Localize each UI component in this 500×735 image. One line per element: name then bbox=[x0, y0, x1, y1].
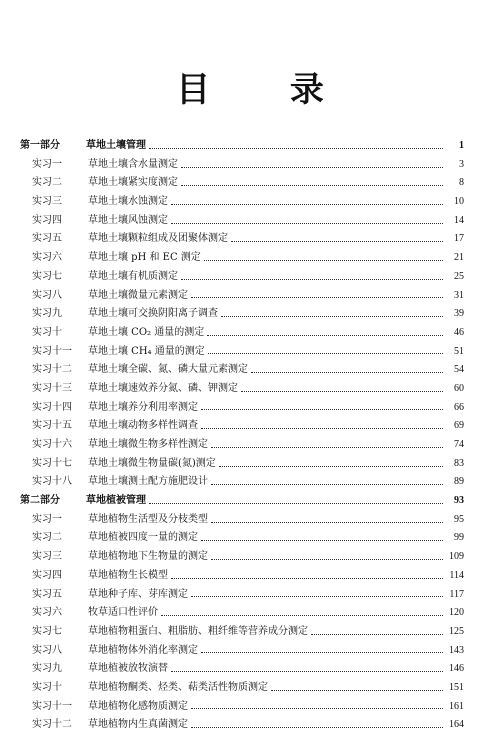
toc-page-number: 93 bbox=[454, 495, 464, 507]
page-title: 目 录 bbox=[176, 70, 358, 110]
dot-leader bbox=[311, 634, 443, 635]
toc-title: 草地植物生长模型 bbox=[88, 569, 168, 581]
toc-entry-row bbox=[20, 529, 464, 548]
dot-leader bbox=[201, 540, 443, 541]
toc-title: 草地植物地下生物量的测定 bbox=[88, 551, 208, 563]
dot-leader bbox=[191, 708, 443, 709]
toc-label: 第二部分 bbox=[20, 495, 60, 507]
toc-entry-row bbox=[20, 268, 464, 287]
toc-page-number: 25 bbox=[454, 270, 464, 282]
toc-page-number: 120 bbox=[449, 607, 464, 619]
toc-label: 实习十一 bbox=[32, 700, 72, 712]
toc-title: 草地土壤紧实度测定 bbox=[88, 177, 178, 189]
toc-entry-row bbox=[20, 212, 464, 231]
toc-page-number: 17 bbox=[454, 233, 464, 245]
dot-leader bbox=[211, 522, 443, 523]
toc-entry-row bbox=[20, 511, 464, 530]
dot-leader bbox=[149, 148, 443, 149]
toc-label: 实习十三 bbox=[32, 382, 72, 394]
toc-title: 草地土壤养分利用率测定 bbox=[88, 401, 198, 413]
toc-page-number: 8 bbox=[459, 177, 464, 189]
toc-title: 草地种子库、芽库测定 bbox=[88, 588, 188, 600]
toc-label: 实习七 bbox=[32, 270, 62, 282]
toc-page-number: 164 bbox=[449, 719, 464, 731]
dot-leader bbox=[149, 503, 443, 504]
dot-leader bbox=[219, 466, 443, 467]
dot-leader bbox=[241, 391, 443, 392]
toc-entry-row bbox=[20, 548, 464, 567]
toc-label: 实习十七 bbox=[32, 457, 72, 469]
toc-label: 实习十 bbox=[32, 681, 62, 693]
toc-label: 实习二 bbox=[32, 532, 62, 544]
toc-page-number: 83 bbox=[454, 457, 464, 469]
toc-page-number: 117 bbox=[449, 588, 464, 600]
toc-title: 草地土壤速效养分氮、磷、钾测定 bbox=[88, 382, 238, 394]
dot-leader bbox=[231, 241, 443, 242]
toc-entry-row bbox=[20, 698, 464, 717]
toc-title: 草地土壤风蚀测定 bbox=[88, 214, 168, 226]
toc-label: 实习十六 bbox=[32, 439, 72, 450]
toc-title: 草地土壤有机质测定 bbox=[88, 270, 178, 282]
toc-page-number: 31 bbox=[454, 289, 464, 301]
toc-label: 实习十四 bbox=[32, 401, 72, 413]
toc-page-number: 99 bbox=[454, 532, 464, 544]
dot-leader bbox=[211, 447, 443, 448]
toc-title: 草地土壤 pH 和 EC 测定 bbox=[88, 252, 201, 264]
toc-label: 实习十八 bbox=[32, 476, 72, 488]
toc-page-number: 125 bbox=[449, 625, 464, 637]
toc-entry-row bbox=[20, 230, 464, 249]
dot-leader bbox=[208, 353, 443, 354]
toc-entry-row bbox=[20, 156, 464, 175]
toc-title: 草地土壤微量元素测定 bbox=[88, 289, 188, 301]
toc-page-number: 66 bbox=[454, 401, 464, 413]
table-of-contents bbox=[20, 137, 464, 735]
dot-leader bbox=[207, 335, 443, 336]
toc-entry-row bbox=[20, 287, 464, 306]
toc-title: 草地土壤 CH₄ 通量的测定 bbox=[88, 345, 205, 357]
dot-leader bbox=[211, 484, 443, 485]
toc-entry-row bbox=[20, 249, 464, 268]
toc-title: 草地植被管理 bbox=[86, 495, 146, 507]
toc-page-number: 60 bbox=[454, 382, 464, 394]
toc-label: 实习十五 bbox=[32, 420, 72, 432]
toc-entry-row bbox=[20, 380, 464, 399]
toc-entry-row bbox=[20, 343, 464, 362]
dot-leader bbox=[211, 559, 443, 560]
toc-entry-row bbox=[20, 174, 464, 193]
toc-title: 草地土壤含水量测定 bbox=[88, 158, 178, 170]
toc-entry-row bbox=[20, 623, 464, 642]
toc-entry-row bbox=[20, 716, 464, 735]
dot-leader bbox=[201, 428, 443, 429]
toc-label: 实习六 bbox=[32, 607, 62, 619]
toc-title: 草地土壤微生物多样性测定 bbox=[88, 439, 208, 450]
dot-leader bbox=[191, 727, 443, 728]
toc-entry-row bbox=[20, 679, 464, 698]
toc-title: 草地植物化感物质测定 bbox=[88, 700, 188, 712]
toc-page-number: 14 bbox=[454, 214, 464, 226]
toc-page-number: 74 bbox=[454, 439, 464, 450]
toc-title: 草地土壤水蚀测定 bbox=[88, 196, 168, 208]
toc-page-number: 109 bbox=[449, 551, 464, 563]
toc-title: 草地土壤微生物量碳(氮)测定 bbox=[88, 457, 216, 469]
toc-label: 实习九 bbox=[32, 308, 62, 320]
toc-entry-row bbox=[20, 604, 464, 623]
dot-leader bbox=[201, 652, 443, 653]
toc-page-number: 143 bbox=[449, 644, 464, 656]
toc-label: 第一部分 bbox=[20, 140, 60, 151]
dot-leader bbox=[221, 316, 443, 317]
toc-entry-row bbox=[20, 586, 464, 605]
dot-leader bbox=[191, 596, 443, 597]
dot-leader bbox=[271, 690, 443, 691]
toc-label: 实习七 bbox=[32, 625, 62, 637]
toc-label: 实习一 bbox=[32, 158, 62, 170]
dot-leader bbox=[251, 372, 443, 373]
toc-entry-row bbox=[20, 455, 464, 474]
toc-page-number: 161 bbox=[449, 700, 464, 712]
toc-label: 实习二 bbox=[32, 177, 62, 189]
dot-leader bbox=[181, 185, 443, 186]
toc-page-number: 39 bbox=[454, 308, 464, 320]
toc-page-number: 69 bbox=[454, 420, 464, 432]
toc-title: 牧草适口性评价 bbox=[88, 607, 158, 619]
toc-label: 实习三 bbox=[32, 551, 62, 563]
toc-page-number: 46 bbox=[454, 326, 464, 338]
toc-title: 草地土壤全碳、氮、磷大量元素测定 bbox=[88, 364, 248, 376]
dot-leader bbox=[171, 223, 443, 224]
toc-page-number: 10 bbox=[454, 196, 464, 208]
toc-label: 实习六 bbox=[32, 252, 62, 264]
dot-leader bbox=[161, 615, 443, 616]
toc-section-row bbox=[20, 492, 464, 511]
toc-page-number: 51 bbox=[454, 345, 464, 357]
toc-title: 草地植物酮类、烃类、萜类活性物质测定 bbox=[88, 681, 268, 693]
toc-title: 草地植被放牧演替 bbox=[88, 663, 168, 675]
toc-label: 实习九 bbox=[32, 663, 62, 675]
toc-title: 草地土壤动物多样性调查 bbox=[88, 420, 198, 432]
toc-title: 草地植物生活型及分枝类型 bbox=[88, 513, 208, 525]
toc-label: 实习五 bbox=[32, 233, 62, 245]
toc-section-row bbox=[20, 137, 464, 156]
dot-leader bbox=[171, 671, 443, 672]
toc-entry-row bbox=[20, 660, 464, 679]
toc-title: 草地土壤测土配方施肥设计 bbox=[88, 476, 208, 488]
toc-title: 草地植物粗蛋白、粗脂肪、粗纤维等营养成分测定 bbox=[88, 625, 308, 637]
toc-entry-row bbox=[20, 399, 464, 418]
toc-title: 草地土壤管理 bbox=[86, 140, 146, 151]
toc-title: 草地植物内生真菌测定 bbox=[88, 719, 188, 731]
toc-title: 草地植被四度一量的测定 bbox=[88, 532, 198, 544]
toc-entry-row bbox=[20, 473, 464, 492]
toc-page-number: 1 bbox=[459, 140, 464, 151]
dot-leader bbox=[171, 578, 443, 579]
dot-leader bbox=[201, 409, 443, 410]
toc-page-number: 114 bbox=[449, 569, 464, 581]
toc-label: 实习十二 bbox=[32, 364, 72, 376]
toc-page-number: 151 bbox=[449, 681, 464, 693]
toc-label: 实习四 bbox=[32, 569, 62, 581]
dot-leader bbox=[204, 260, 443, 261]
toc-page-number: 89 bbox=[454, 476, 464, 488]
toc-title: 草地植物体外消化率测定 bbox=[88, 644, 198, 656]
toc-page-number: 146 bbox=[449, 663, 464, 675]
toc-title: 草地土壤颗粒组成及团聚体测定 bbox=[88, 233, 228, 245]
toc-entry-row bbox=[20, 417, 464, 436]
toc-label: 实习八 bbox=[32, 644, 62, 656]
dot-leader bbox=[171, 204, 443, 205]
toc-label: 实习五 bbox=[32, 588, 62, 600]
toc-label: 实习十一 bbox=[32, 345, 72, 357]
toc-page-number: 54 bbox=[454, 364, 464, 376]
toc-entry-row bbox=[20, 324, 464, 343]
toc-title: 草地土壤 CO₂ 通量的测定 bbox=[88, 326, 205, 338]
toc-page-number: 21 bbox=[454, 252, 464, 264]
toc-label: 实习四 bbox=[32, 214, 62, 226]
toc-page-number: 95 bbox=[454, 513, 464, 525]
toc-entry-row bbox=[20, 305, 464, 324]
toc-label: 实习十二 bbox=[32, 719, 72, 731]
toc-entry-row bbox=[20, 193, 464, 212]
toc-entry-row bbox=[20, 642, 464, 661]
dot-leader bbox=[181, 279, 443, 280]
toc-label: 实习一 bbox=[32, 513, 62, 525]
dot-leader bbox=[191, 297, 443, 298]
toc-entry-row bbox=[20, 361, 464, 380]
toc-entry-row bbox=[20, 436, 464, 455]
toc-page-number: 3 bbox=[459, 158, 464, 170]
toc-title: 草地土壤可交换阴阳离子调查 bbox=[88, 308, 218, 320]
toc-label: 实习八 bbox=[32, 289, 62, 301]
dot-leader bbox=[181, 167, 443, 168]
toc-label: 实习十 bbox=[32, 326, 62, 338]
toc-label: 实习三 bbox=[32, 196, 62, 208]
toc-entry-row bbox=[20, 567, 464, 586]
